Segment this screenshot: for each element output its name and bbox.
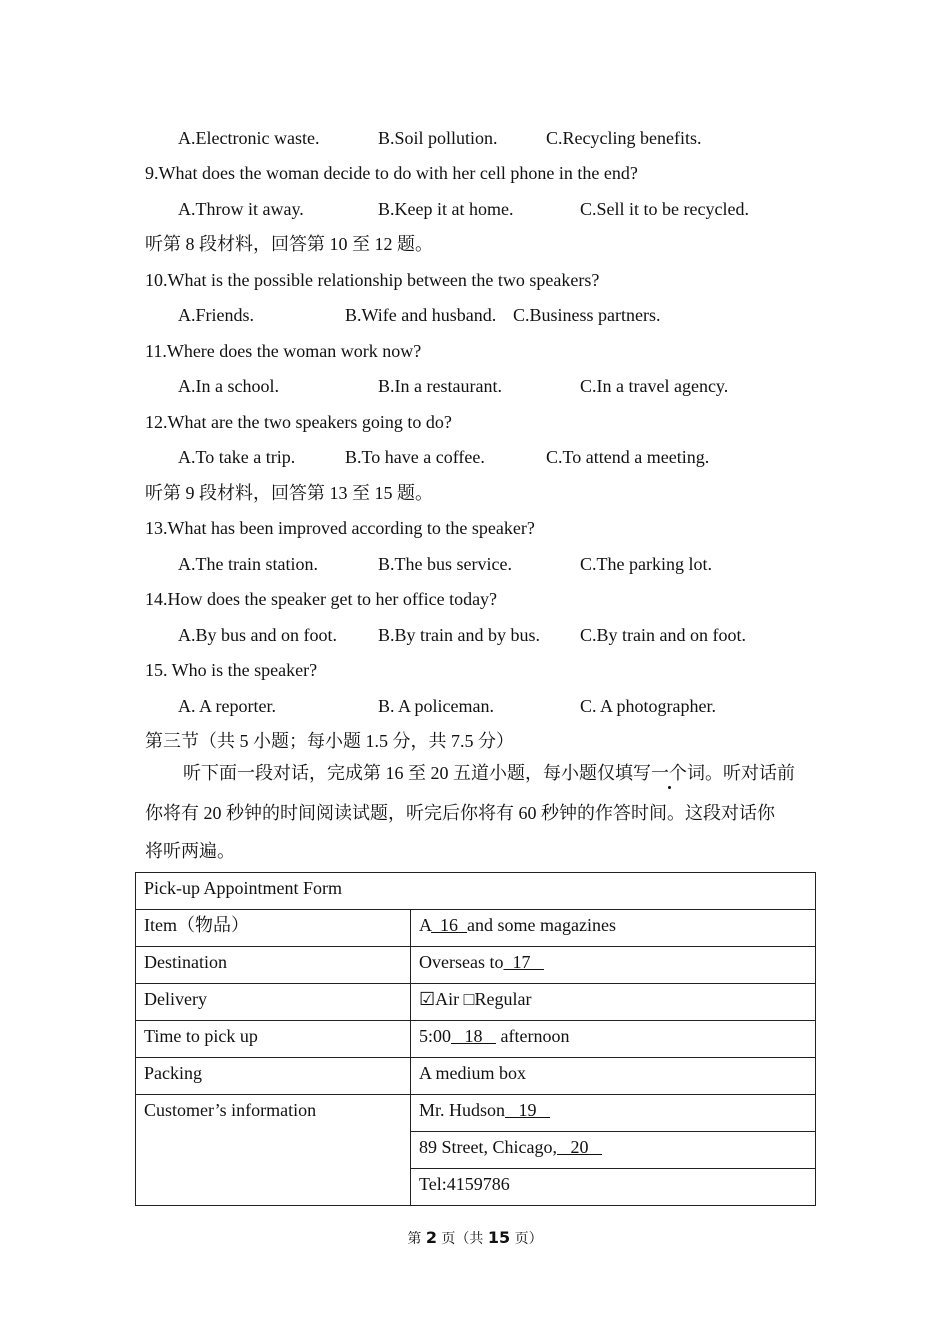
q9-question: 9.What does the woman decide to do with her cell phone in the end? bbox=[145, 163, 638, 183]
customer-name-value bbox=[411, 1095, 816, 1132]
destination-prefix: Overseas to bbox=[419, 952, 504, 972]
q15-option-c: C. A photographer. bbox=[580, 696, 716, 716]
q9-option-a: A.Throw it away. bbox=[178, 199, 304, 219]
blank-18: 18 bbox=[451, 1026, 497, 1046]
q11-option-a: A.In a school. bbox=[178, 376, 279, 396]
item-label: Item（物品） bbox=[136, 910, 411, 947]
page-footer bbox=[0, 1228, 950, 1248]
q8-option-b: B.Soil pollution. bbox=[378, 128, 498, 148]
customer-info-label: Customer’s information bbox=[136, 1095, 411, 1206]
page-total: 15 bbox=[487, 1228, 511, 1247]
item-suffix: and some magazines bbox=[467, 915, 616, 935]
q10-question: 10.What is the possible relationship between the two speakers? bbox=[145, 270, 600, 290]
part3-instruction-line3: 将听两遍。 bbox=[145, 841, 235, 861]
delivery-label: Delivery bbox=[136, 984, 411, 1021]
part3-heading: 第三节（共 5 小题；每小题 1.5 分，共 7.5 分） bbox=[145, 731, 514, 751]
destination-value bbox=[411, 947, 816, 984]
q14-option-b: B.By train and by bus. bbox=[378, 625, 540, 645]
item-value bbox=[411, 910, 816, 947]
packing-label: Packing bbox=[136, 1058, 411, 1095]
destination-label: Destination bbox=[136, 947, 411, 984]
q13-option-c: C.The parking lot. bbox=[580, 554, 712, 574]
q11-question: 11.Where does the woman work now? bbox=[145, 341, 422, 361]
item-prefix: A bbox=[419, 915, 432, 935]
emphasis-text: 一个 bbox=[651, 763, 687, 783]
q10-option-b: B.Wife and husband. bbox=[345, 305, 497, 325]
q14-option-a: A.By bus and on foot. bbox=[178, 625, 337, 645]
q10-option-c: C.Business partners. bbox=[513, 305, 661, 325]
part3-instruction-line2: 你将有 20 秒钟的时间阅读试题，听完后你将有 60 秒钟的作答时间。这段对话你 bbox=[145, 803, 775, 823]
instruction-text-a: 听下面一段对话，完成第 16 至 20 五道小题，每小题仅填写 bbox=[183, 763, 651, 783]
q12-question: 12.What are the two speakers going to do? bbox=[145, 412, 452, 432]
q15-option-a: A. A reporter. bbox=[178, 696, 276, 716]
q13-option-b: B.The bus service. bbox=[378, 554, 512, 574]
pickup-time-value bbox=[411, 1021, 816, 1058]
customer-address-value bbox=[411, 1132, 816, 1169]
customer-name-prefix: Mr. Hudson bbox=[419, 1100, 506, 1120]
q10-option-a: A.Friends. bbox=[178, 305, 254, 325]
delivery-value: ☑Air □Regular bbox=[411, 984, 816, 1021]
q15-option-b: B. A policeman. bbox=[378, 696, 494, 716]
instruction-text-b: 词。听对话前 bbox=[687, 763, 795, 783]
blank-17: 17 bbox=[503, 952, 544, 972]
footer-prefix: 第 bbox=[407, 1231, 426, 1247]
section8-intro: 听第 8 段材料，回答第 10 至 12 题。 bbox=[145, 234, 433, 254]
customer-address-prefix: 89 Street, Chicago, bbox=[419, 1137, 557, 1157]
pickup-time-label: Time to pick up bbox=[136, 1021, 411, 1058]
footer-middle: 页（共 bbox=[436, 1231, 488, 1247]
q12-option-a: A.To take a trip. bbox=[178, 447, 296, 467]
blank-20: 20 bbox=[556, 1137, 602, 1157]
pickup-form-table bbox=[135, 872, 816, 1206]
time-suffix: afternoon bbox=[496, 1026, 570, 1046]
blank-19: 19 bbox=[505, 1100, 551, 1120]
time-prefix: 5:00 bbox=[419, 1026, 452, 1046]
footer-suffix: 页） bbox=[510, 1231, 543, 1247]
q15-question: 15. Who is the speaker? bbox=[145, 660, 318, 680]
q14-question: 14.How does the speaker get to her office today? bbox=[145, 589, 498, 609]
q14-option-c: C.By train and on foot. bbox=[580, 625, 746, 645]
customer-tel-value: Tel:4159786 bbox=[411, 1169, 816, 1206]
blank-16: 16 bbox=[431, 915, 468, 935]
q9-option-c: C.Sell it to be recycled. bbox=[580, 199, 749, 219]
q8-option-a: A.Electronic waste. bbox=[178, 128, 320, 148]
q8-option-c: C.Recycling benefits. bbox=[546, 128, 702, 148]
q9-option-b: B.Keep it at home. bbox=[378, 199, 514, 219]
q13-question: 13.What has been improved according to the speaker? bbox=[145, 518, 535, 538]
q12-option-c: C.To attend a meeting. bbox=[546, 447, 710, 467]
part3-instruction-line1 bbox=[183, 761, 795, 785]
q11-option-c: C.In a travel agency. bbox=[580, 376, 729, 396]
section9-intro: 听第 9 段材料，回答第 13 至 15 题。 bbox=[145, 483, 433, 503]
q11-option-b: B.In a restaurant. bbox=[378, 376, 502, 396]
q13-option-a: A.The train station. bbox=[178, 554, 318, 574]
q12-option-b: B.To have a coffee. bbox=[345, 447, 485, 467]
page-number: 2 bbox=[425, 1228, 437, 1247]
form-title: Pick-up Appointment Form bbox=[136, 873, 816, 910]
packing-value: A medium box bbox=[411, 1058, 816, 1095]
